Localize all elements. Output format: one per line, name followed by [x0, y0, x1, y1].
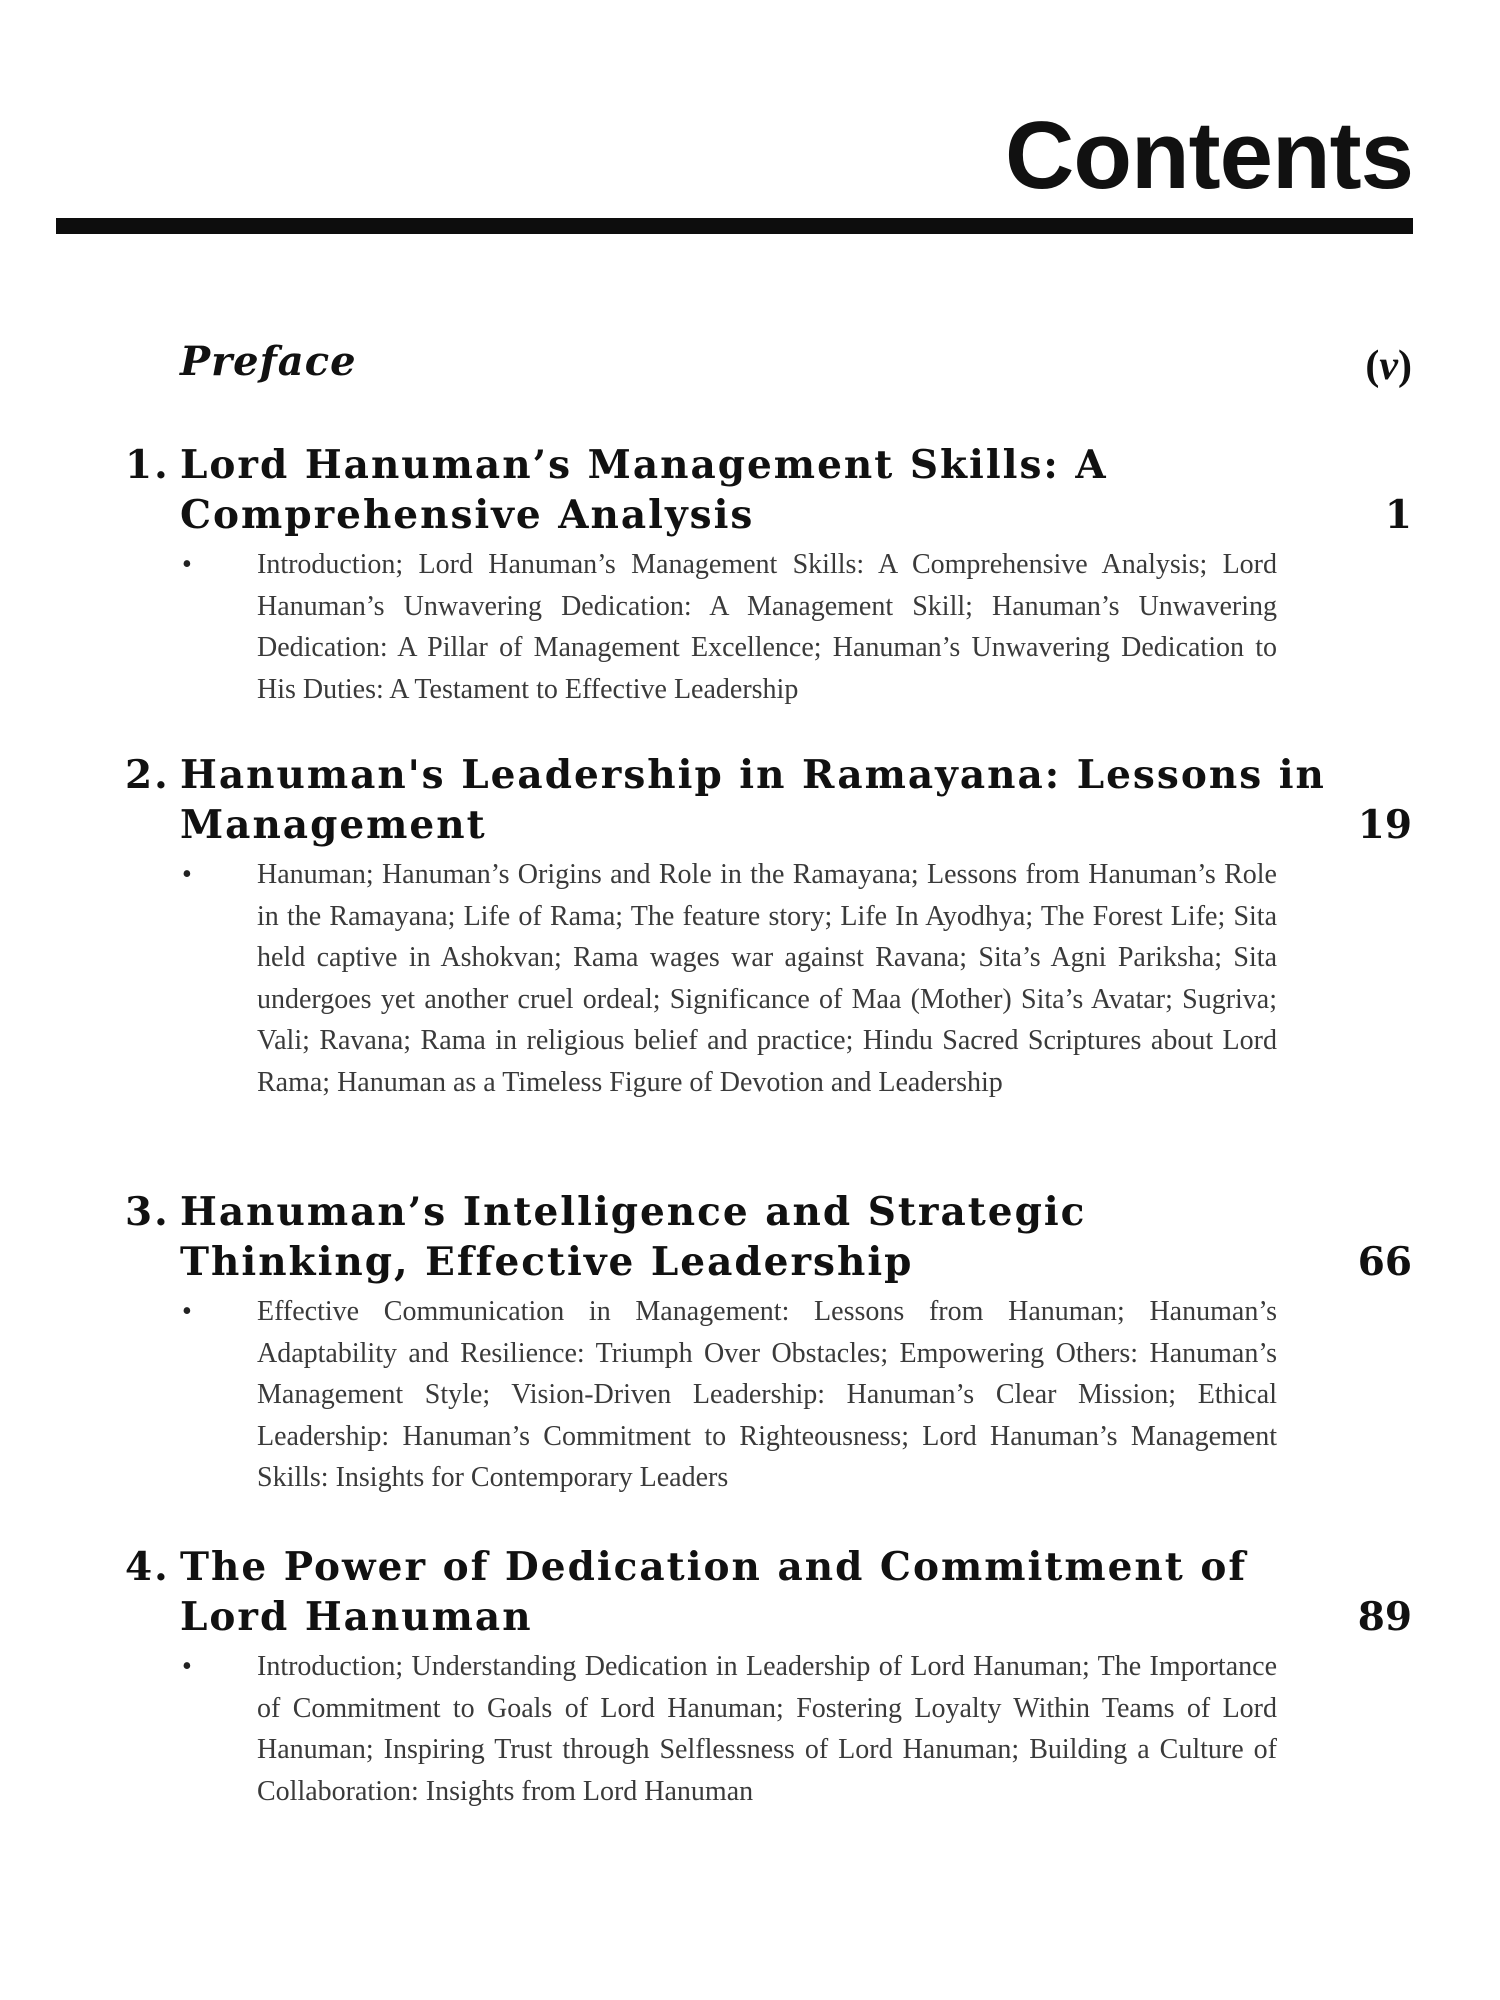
bullet-icon: • — [182, 859, 192, 890]
chapter-page-number: 66 — [1357, 1239, 1412, 1285]
chapter-topics: Introduction; Understanding Dedication in Leadership of Lord Hanuman; The Importance of Commitment to Goals of Lord Hanuman; Fostering Loyalty Within Teams of Lord Hanuman; Inspiring Trust through Selflessness of Lord Hanuman; Building a Culture of Collaboration: Insights from Lord Hanuman — [257, 1651, 1277, 1807]
toc-entry-chapter-4[interactable] — [125, 1542, 1412, 1812]
chapter-title: Hanuman's Leadership in Ramayana: Lessons in Management — [180, 752, 1326, 848]
chapter-topics: Effective Communication in Management: Lessons from Hanuman; Hanuman’s Adaptability and Resilience: Triumph Over Obstacles; Empowering Others: Hanuman’s Management Style; Vision-Driven Leadership: Hanuman’s Clear Mission; Ethical Leadership: Hanuman’s Commitment to Righteousness; Lord Hanuman’s Management Skills: Insights for Contemporary Leaders — [257, 1296, 1277, 1493]
page-title: Contents — [1005, 102, 1413, 209]
chapter-topics: Hanuman; Hanuman’s Origins and Role in the Ramayana; Lessons from Hanuman’s Role in the Ramayana; Life of Rama; The feature story; Life In Ayodhya; The Forest Life; Sita held captive in Ashokvan; Rama wages war against Ravana; Sita’s Agni Pariksha; Sita undergoes yet another cruel ordeal; Significance of Maa (Mother) Sita’s Avatar; Sugriva; Vali; Ravana; Rama in religious belief and practice; Hindu Sacred Scriptures about Lord Rama; Hanuman as a Timeless Figure of Devotion and Leadership — [257, 859, 1277, 1098]
chapter-title: Hanuman’s Intelligence and Strategic Thinking, Effective Leadership — [180, 1189, 1087, 1285]
bullet-icon: • — [182, 1651, 192, 1682]
title-divider — [56, 218, 1413, 234]
chapter-page-number: 19 — [1357, 802, 1412, 848]
toc-entry-chapter-3[interactable] — [125, 1187, 1412, 1499]
chapter-number: 3. — [125, 1189, 170, 1235]
chapter-topics: Introduction; Lord Hanuman’s Management Skills: A Comprehensive Analysis; Lord Hanuman’s Unwavering Dedication: A Management Skill; Hanuman’s Unwavering Dedication: A Pillar of Management Excellence; Hanuman’s Unwavering Dedication to His Duties: A Testament to Effective Leadership — [257, 549, 1277, 705]
toc-entry-chapter-2[interactable] — [125, 750, 1412, 1103]
chapter-number: 2. — [125, 752, 170, 798]
toc-entry-preface[interactable] — [180, 338, 1412, 398]
chapter-title: The Power of Dedication and Commitment of Lord Hanuman — [180, 1544, 1248, 1640]
chapter-number: 1. — [125, 442, 170, 488]
chapter-number: 4. — [125, 1544, 170, 1590]
toc-entry-chapter-1[interactable] — [125, 440, 1412, 710]
chapter-page-number: 89 — [1357, 1594, 1412, 1640]
preface-page-number: (v) — [1365, 343, 1412, 389]
preface-label: Preface — [180, 338, 357, 385]
chapter-page-number: 1 — [1384, 492, 1412, 538]
chapter-title: Lord Hanuman’s Management Skills: A Comprehensive Analysis — [180, 442, 1108, 538]
bullet-icon: • — [182, 549, 192, 580]
bullet-icon: • — [182, 1296, 192, 1327]
